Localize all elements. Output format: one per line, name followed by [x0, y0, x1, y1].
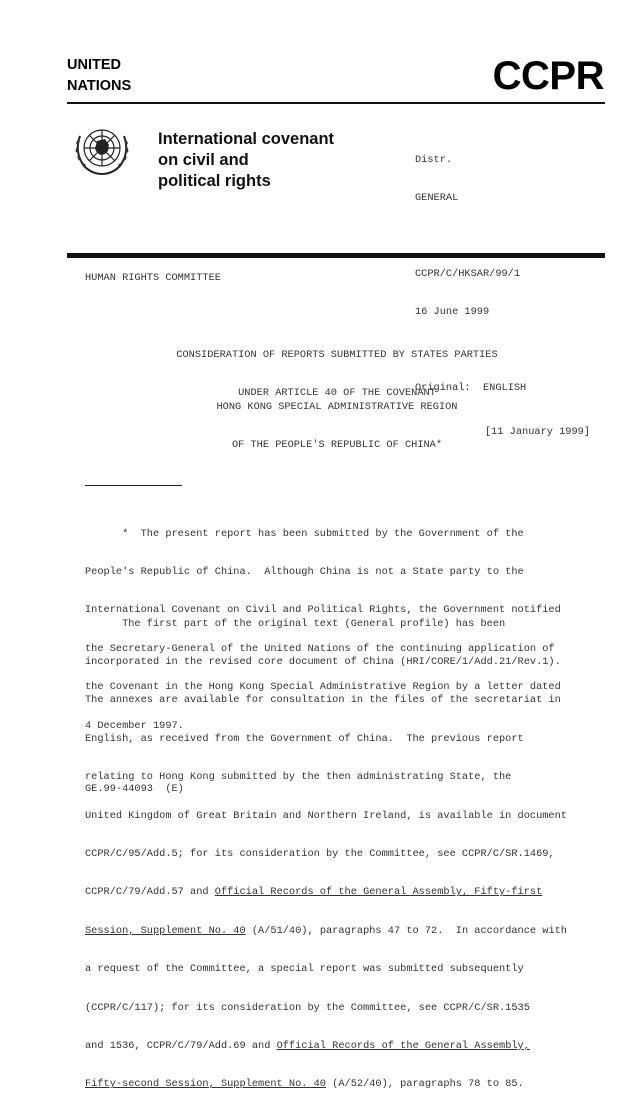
underlined-citation: Official Records of the General Assembly,: [276, 1039, 530, 1052]
footnote-line: People's Republic of China. Although China is not a State party to the: [85, 565, 524, 578]
org-line-1: UNITED: [67, 57, 121, 73]
footnote-line: the Secretary-General of the United Nations of the continuing application of: [85, 642, 555, 655]
footnote-line: [85, 1040, 567, 1053]
text-segment: (A/52/40), paragraphs 78 to 85.: [326, 1078, 524, 1091]
underlined-citation: Session, Supplement No. 40: [85, 924, 246, 937]
footnote-line: International Covenant on Civil and Political Rights, the Government notified: [85, 604, 561, 617]
footnote-line: The first part of the original text (General profile) has been: [85, 617, 506, 630]
footnote-line: [85, 1078, 567, 1091]
text-segment: (A/51/40), paragraphs 47 to 72. In accordance with: [245, 924, 567, 937]
job-number: GE.99-44093 (E): [85, 783, 184, 795]
footnote-line: incorporated in the revised core document of China (HRI/CORE/1/Add.21/Rev.1).: [85, 655, 561, 668]
footnote-line: CCPR/C/95/Add.5; for its consideration by the Committee, see CCPR/C/SR.1469,: [85, 847, 555, 860]
committee-name: HUMAN RIGHTS COMMITTEE: [85, 272, 221, 284]
underlined-citation: Fifty-second Session, Supplement No. 40: [85, 1078, 326, 1091]
footnote-line: the Covenant in the Hong Kong Special Administrative Region by a letter dated: [85, 681, 561, 694]
title-line-3: political rights: [158, 172, 271, 190]
text-segment: CCPR/C/79/Add.57 and: [85, 886, 215, 899]
heading-line-2: UNDER ARTICLE 40 OF THE COVENANT: [238, 386, 436, 399]
header-bottom-rule: [67, 253, 605, 258]
header-divider: [67, 102, 605, 104]
document-series: CCPR: [492, 54, 604, 98]
footnote-line: (CCPR/C/117); for its consideration by the Committee, see CCPR/C/SR.1535: [85, 1001, 530, 1014]
footnote-line: [85, 925, 567, 938]
region-line-2: OF THE PEOPLE'S REPUBLIC OF CHINA*: [231, 438, 443, 451]
footnote-line: relating to Hong Kong submitted by the then administrating State, the: [85, 771, 512, 784]
distr-label: Distr.: [415, 153, 453, 166]
text-segment: and 1536, CCPR/C/79/Add.69 and: [85, 1039, 277, 1052]
heading-line-1: CONSIDERATION OF REPORTS SUBMITTED BY STATES PARTIES: [176, 348, 498, 361]
org-line-2: NATIONS: [67, 78, 132, 94]
un-emblem-icon: [70, 122, 134, 178]
footnote-line: 4 December 1997.: [85, 719, 184, 732]
document-symbol: CCPR/C/HKSAR/99/1: [415, 267, 521, 280]
region-line-1: HONG KONG SPECIAL ADMINISTRATIVE REGION: [216, 400, 458, 413]
footnote-line: English, as received from the Government of China. The previous report: [85, 732, 524, 745]
underlined-citation: Official Records of the General Assembly, Fifty-first: [214, 886, 543, 899]
document-date: 16 June 1999: [415, 306, 490, 319]
footnote-paragraph-2: [85, 592, 567, 1104]
title-line-2: on civil and: [158, 151, 249, 169]
footnote-line: [85, 886, 567, 899]
region-heading: [0, 375, 640, 465]
footnote-line: * The present report has been submitted by the Government of the: [85, 527, 524, 540]
report-date: [11 January 1999]: [484, 426, 590, 438]
footnote-line: United Kingdom of Great Britain and Northern Ireland, is available in document: [85, 809, 567, 822]
organization-name: [67, 55, 131, 97]
footnote-line: The annexes are available for consultation in the files of the secretariat in: [85, 694, 561, 707]
covenant-title: [158, 129, 334, 192]
footnote-line: a request of the Committee, a special report was submitted subsequently: [85, 963, 524, 976]
original-language: Original: ENGLISH: [415, 382, 527, 395]
footnote-separator: [85, 485, 182, 486]
distr-value: GENERAL: [415, 191, 459, 204]
title-line-1: International covenant: [158, 130, 335, 148]
